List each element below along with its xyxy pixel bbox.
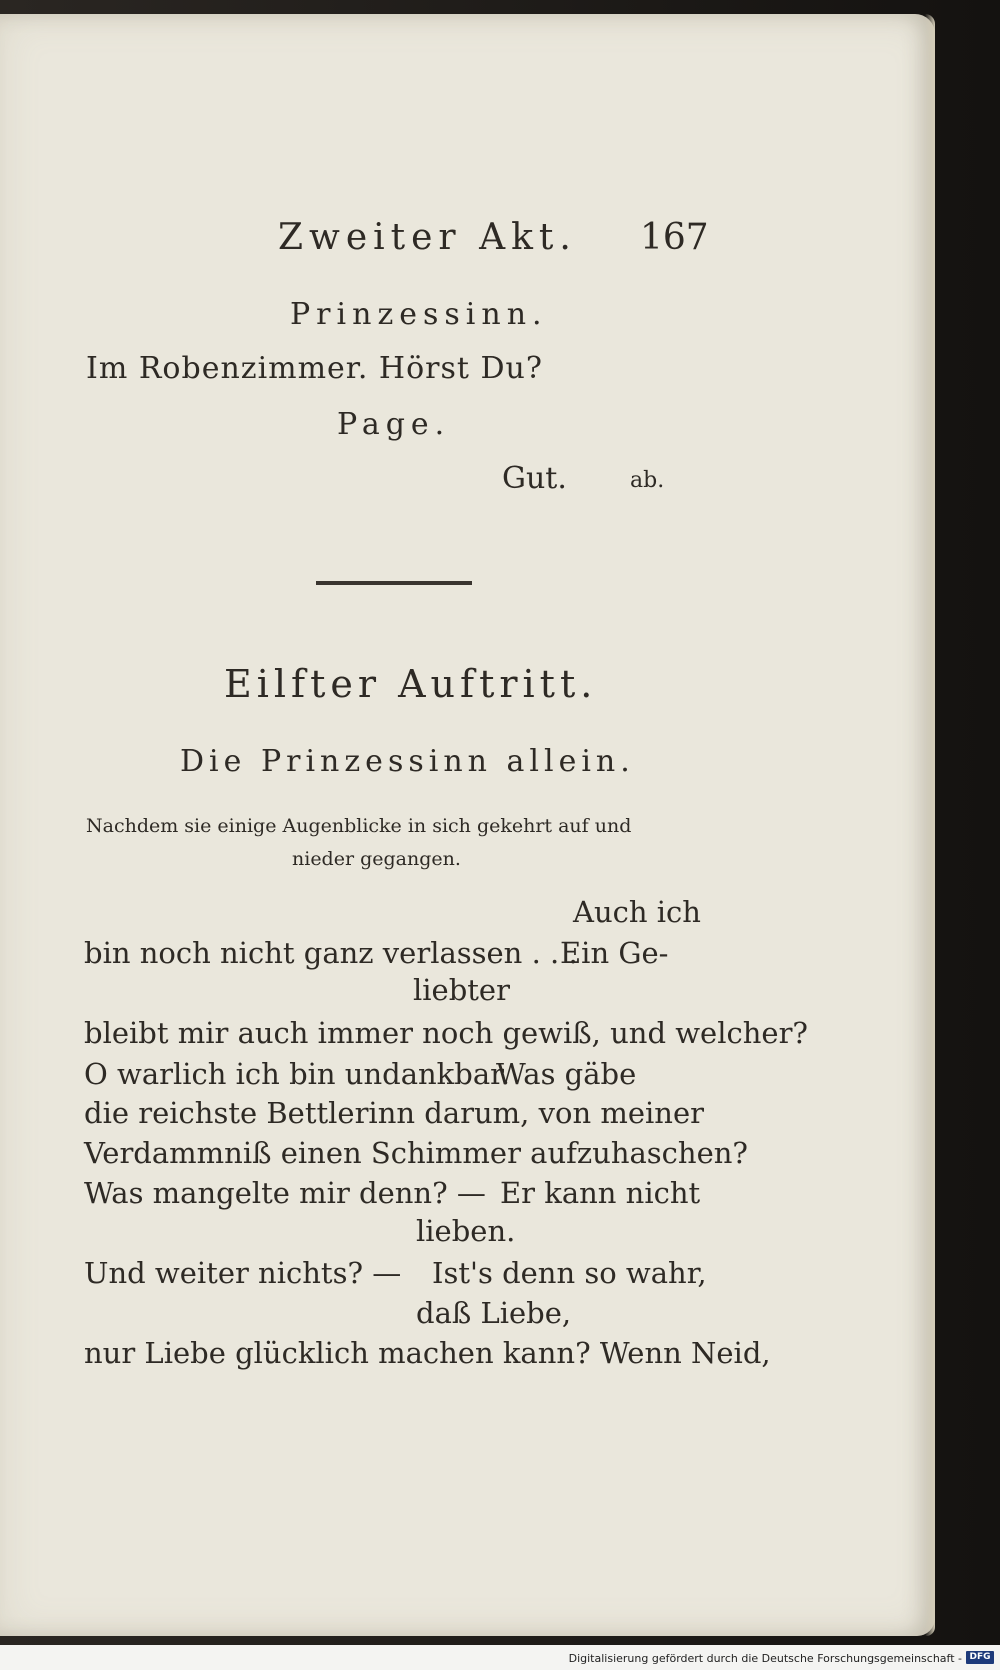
stage-direction: nieder gegangen. [292,848,461,870]
verse-line: Was gäbe [496,1057,637,1091]
stage-direction: Nachdem sie einige Augenblicke in sich gekehrt auf und [86,815,632,837]
verse-line: bleibt mir auch immer noch gewiß, und welcher? [84,1016,808,1050]
verse-line: liebter [413,973,510,1007]
footer-bar [0,1645,1000,1670]
page-number: 167 [640,217,709,258]
verse-line: Ist's denn so wahr, [432,1256,707,1290]
funding-credit: Digitalisierung gefördert durch die Deutsche Forschungsgemeinschaft - [568,1652,962,1665]
verse-line: daß Liebe, [416,1296,572,1330]
section-divider [316,581,472,585]
verse-line: Ein Ge- [560,936,669,970]
dfg-logo: DFG [966,1651,994,1664]
verse-line: die reichste Bettlerinn darum, von meiner [84,1096,704,1130]
verse-line: bin noch nicht ganz verlassen . . . [84,936,578,970]
verse-line: Auch ich [573,895,701,929]
verse-line: lieben. [416,1214,516,1248]
book-page [0,14,935,1636]
verse-line: nur Liebe glücklich machen kann? Wenn Neid, [84,1336,771,1370]
speaker-page: Page. [337,407,451,442]
verse-line: O warlich ich bin undankbar. [84,1057,511,1091]
princess-line: Im Robenzimmer. Hörst Du? [86,351,543,386]
verse-line: Verdammniß einen Schimmer aufzuhaschen? [84,1136,748,1170]
verse-line: Und weiter nichts? — [84,1256,402,1290]
verse-line: Er kann nicht [500,1176,701,1210]
running-header: Zweiter Akt. [278,217,577,258]
verse-line: Was mangelte mir denn? — [84,1176,486,1210]
page-reply: Gut. [502,461,567,496]
scene-heading: Eilfter Auftritt. [224,662,598,706]
stage-exit: ab. [630,468,665,493]
persons-line: Die Prinzessinn allein. [180,744,635,779]
speaker-princess: Prinzessinn. [290,297,548,332]
